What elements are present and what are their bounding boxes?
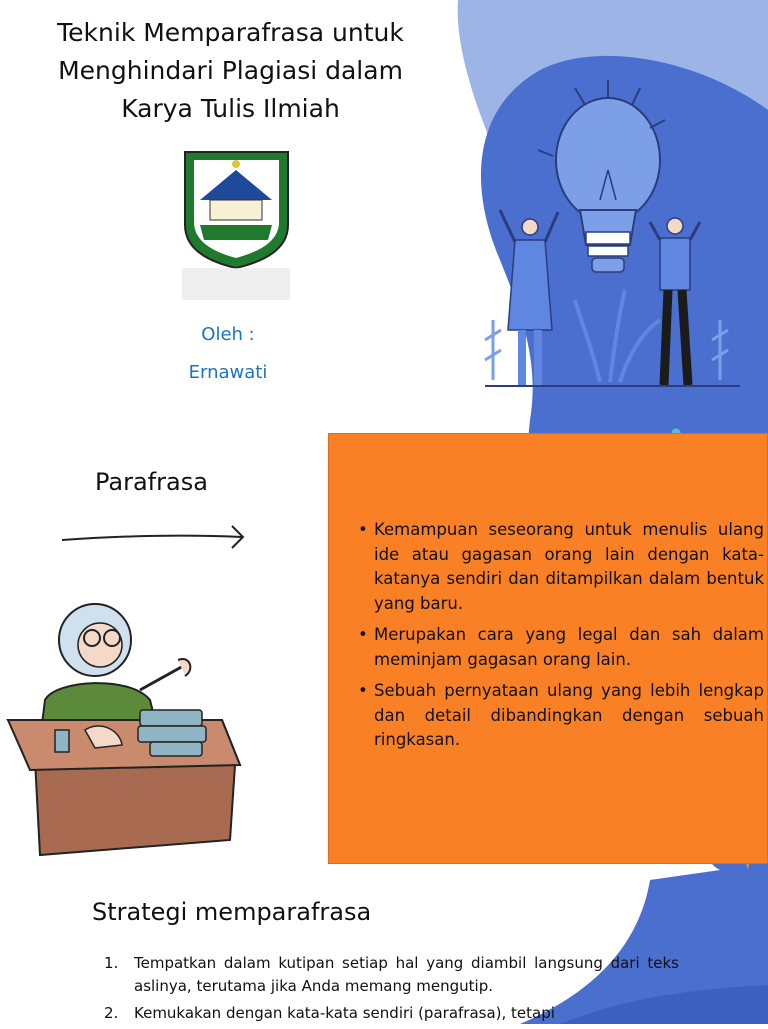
teacher-desk-illustration bbox=[8, 604, 240, 855]
arrow-right-icon bbox=[62, 526, 243, 548]
list-item bbox=[104, 1002, 679, 1025]
step-text: Tempatkan dalam kutipan setiap hal yang diambil langsung dari teks aslinya, terutama jika Anda memang mengutip. bbox=[134, 954, 679, 995]
title-line-1: Teknik Memparafrasa untuk bbox=[57, 18, 404, 47]
step-number: 1. bbox=[104, 954, 119, 972]
author-name: Ernawati bbox=[188, 362, 268, 383]
list-item: • Sebuah pernyataan ulang yang lebih lengkap dan detail dibandingkan dengan sebuah ringkasan. bbox=[356, 679, 764, 753]
page-title bbox=[18, 14, 443, 128]
parafrasa-bullet-list bbox=[356, 518, 764, 760]
emblem-logo bbox=[182, 152, 290, 300]
strategi-step-list bbox=[104, 952, 679, 1029]
parafrasa-heading: Parafrasa bbox=[95, 468, 208, 496]
list-item: • Merupakan cara yang legal dan sah dalam meminjam gagasan orang lain. bbox=[356, 623, 764, 672]
step-number: 2. bbox=[104, 1004, 119, 1022]
title-line-3: Karya Tulis Ilmiah bbox=[121, 94, 340, 123]
step-text: Kemukakan dengan kata-kata sendiri (parafrasa), tetapi bbox=[134, 1004, 555, 1022]
list-item: • Kemampuan seseorang untuk menulis ulang ide atau gagasan orang lain dengan kata-katanya sendiri dan ditampilkan dalam bentuk yang baru. bbox=[356, 518, 764, 616]
title-line-2: Menghindari Plagiasi dalam bbox=[58, 56, 403, 85]
oleh-label: Oleh : bbox=[201, 324, 255, 345]
list-item bbox=[104, 952, 679, 998]
strategi-heading: Strategi memparafrasa bbox=[92, 898, 372, 926]
